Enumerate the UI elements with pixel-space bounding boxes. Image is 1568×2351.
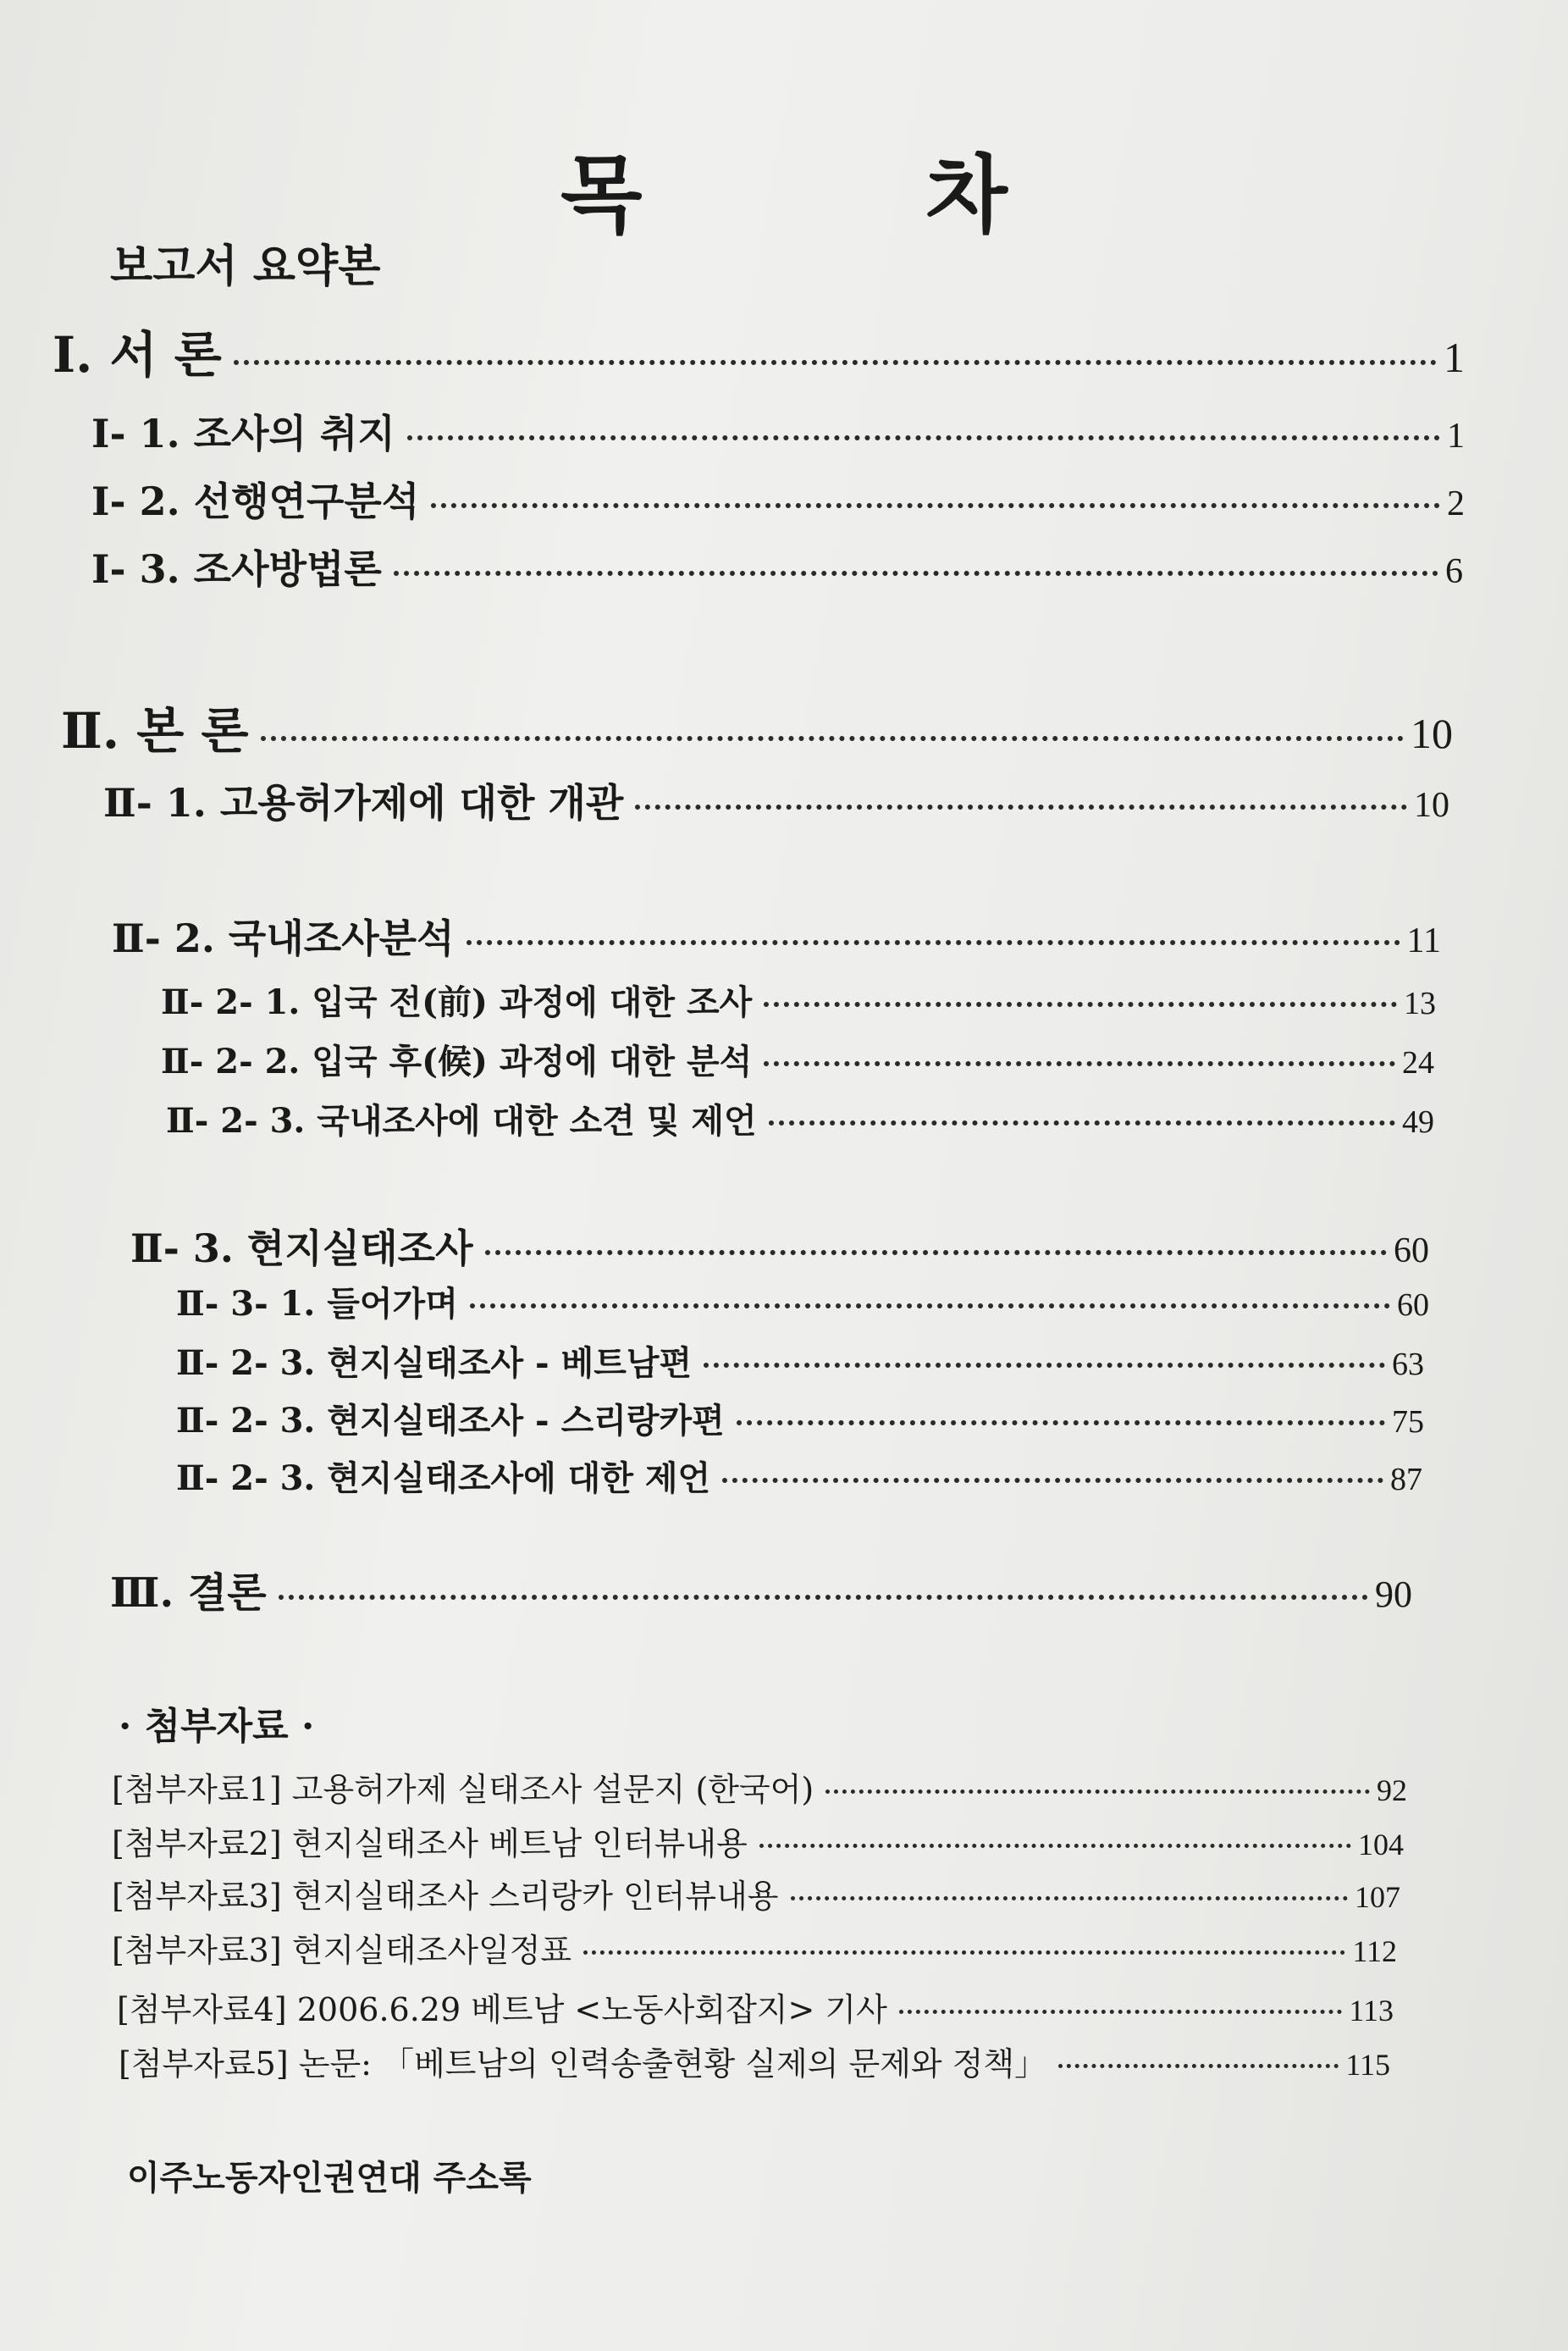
toc-entry-1-3[interactable] bbox=[91, 539, 1463, 595]
toc-entry-label: Ⅰ- 1. 조사의 취지 bbox=[91, 411, 395, 456]
attachment-entry-2[interactable] bbox=[112, 1817, 1404, 1864]
toc-entry-label: Ⅱ- 2- 3. 현지실태조사에 대한 제언 bbox=[176, 1458, 711, 1498]
toc-page-number: 11 bbox=[1406, 921, 1441, 960]
toc-page-number: 2 bbox=[1447, 484, 1465, 523]
toc-page-number: 49 bbox=[1402, 1104, 1434, 1140]
dot-leader bbox=[485, 1250, 1387, 1255]
attachment-page-number: 112 bbox=[1352, 1934, 1397, 1968]
toc-entry-label: Ⅰ- 3. 조사방법론 bbox=[91, 546, 382, 592]
toc-entry-label: Ⅱ- 2- 2. 입국 후(候) 과정에 대한 분석 bbox=[161, 1042, 753, 1081]
dot-leader bbox=[737, 1420, 1385, 1425]
dot-leader bbox=[431, 503, 1440, 508]
dot-leader bbox=[470, 1303, 1390, 1308]
toc-entry-label: Ⅱ. 본 론 bbox=[61, 702, 249, 760]
toc-page-number: 75 bbox=[1392, 1404, 1424, 1440]
dot-leader bbox=[769, 1120, 1395, 1126]
dot-leader bbox=[583, 1950, 1345, 1955]
dot-leader bbox=[394, 571, 1438, 576]
toc-page-number: 10 bbox=[1414, 786, 1449, 825]
toc-page-number: 10 bbox=[1411, 710, 1453, 757]
attachment-label: [첨부자료3] 현지실태조사 스리랑카 인터뷰내용 bbox=[112, 1878, 779, 1915]
dot-leader bbox=[261, 736, 1404, 741]
toc-entry-vietnam[interactable] bbox=[176, 1336, 1424, 1385]
toc-entry-2-2-2[interactable] bbox=[161, 1035, 1434, 1083]
attachment-page-number: 104 bbox=[1358, 1828, 1404, 1861]
dot-leader bbox=[825, 1790, 1370, 1794]
toc-entry-label: Ⅱ- 1. 고용허가제에 대한 개관 bbox=[103, 780, 624, 826]
toc-entry-field-proposal[interactable] bbox=[176, 1452, 1422, 1500]
toc-entry-label: Ⅱ- 2- 3. 현지실태조사 - 베트남편 bbox=[176, 1343, 693, 1383]
attachment-page-number: 115 bbox=[1345, 2048, 1390, 2082]
attachment-entry-6[interactable] bbox=[119, 2038, 1390, 2084]
dot-leader bbox=[899, 2010, 1342, 2014]
toc-entry-chapter-3[interactable] bbox=[110, 1560, 1412, 1618]
toc-page-number: 1 bbox=[1444, 334, 1465, 381]
attachment-page-number: 113 bbox=[1349, 1994, 1394, 2027]
toc-entry-label: Ⅲ. 결론 bbox=[110, 1569, 267, 1617]
dot-leader bbox=[722, 1478, 1383, 1483]
toc-entry-label: Ⅱ- 2- 3. 현지실태조사 - 스리랑카편 bbox=[176, 1401, 725, 1441]
toc-page-number: 60 bbox=[1394, 1231, 1429, 1270]
toc-entry-label: Ⅱ- 2. 국내조사분석 bbox=[112, 916, 455, 961]
toc-page-number: 60 bbox=[1397, 1287, 1429, 1323]
dot-leader bbox=[764, 1061, 1395, 1066]
attachment-entry-4[interactable] bbox=[112, 1924, 1397, 1971]
attachment-page-number: 107 bbox=[1355, 1880, 1400, 1914]
attachment-label: [첨부자료5] 논문: 「베트남의 인력송출현황 실제의 문제와 정책」 bbox=[119, 2045, 1047, 2083]
toc-entry-chapter-1[interactable] bbox=[52, 315, 1465, 386]
toc-entry-1-1[interactable] bbox=[91, 403, 1465, 459]
attachment-label: [첨부자료2] 현지실태조사 베트남 인터뷰내용 bbox=[112, 1825, 748, 1862]
toc-entry-2-3-1[interactable] bbox=[176, 1277, 1429, 1325]
attachment-entry-5[interactable] bbox=[117, 1983, 1394, 2030]
attachment-entry-3[interactable] bbox=[112, 1870, 1400, 1917]
dot-leader bbox=[279, 1595, 1368, 1600]
toc-entry-label: Ⅱ- 3. 현지실태조사 bbox=[130, 1225, 473, 1271]
toc-entry-label: Ⅱ- 2- 1. 입국 전(前) 과정에 대한 조사 bbox=[161, 982, 753, 1022]
toc-entry-label: Ⅰ- 2. 선행연구분석 bbox=[91, 478, 420, 524]
toc-entry-chapter-2[interactable] bbox=[61, 691, 1453, 762]
dot-leader bbox=[759, 1844, 1351, 1848]
attachment-page-number: 92 bbox=[1377, 1773, 1407, 1807]
dot-leader bbox=[791, 1896, 1348, 1900]
toc-entry-2-2-3[interactable] bbox=[166, 1094, 1434, 1142]
toc-entry-2-1[interactable] bbox=[103, 772, 1449, 828]
toc-page-number: 13 bbox=[1404, 986, 1436, 1021]
dot-leader bbox=[467, 940, 1400, 945]
dot-leader bbox=[764, 1002, 1397, 1007]
dot-leader bbox=[1058, 2064, 1339, 2068]
attachments-heading: · 첨부자료 · bbox=[119, 1705, 315, 1748]
dot-leader bbox=[635, 805, 1407, 810]
toc-entry-1-2[interactable] bbox=[91, 471, 1465, 527]
attachment-label: [첨부자료4] 2006.6.29 베트남 <노동사회잡지> 기사 bbox=[117, 1991, 887, 2028]
page-title: 목 차 bbox=[560, 145, 1135, 245]
dot-leader bbox=[234, 360, 1437, 365]
toc-entry-label: Ⅱ- 3- 1. 들어가며 bbox=[176, 1284, 458, 1324]
dot-leader bbox=[407, 435, 1440, 440]
summary-heading: 보고서 요약본 bbox=[110, 241, 381, 292]
toc-entry-label: Ⅱ- 2- 3. 국내조사에 대한 소견 및 제언 bbox=[166, 1101, 757, 1141]
attachment-label: [첨부자료1] 고용허가제 실태조사 설문지 (한국어) bbox=[112, 1771, 814, 1808]
attachment-label: [첨부자료3] 현지실태조사일정표 bbox=[112, 1932, 572, 1969]
toc-page-number: 1 bbox=[1447, 417, 1465, 456]
toc-page-number: 24 bbox=[1402, 1045, 1434, 1081]
toc-entry-2-2[interactable] bbox=[112, 908, 1441, 964]
address-list-entry: 이주노동자인권연대 주소록 bbox=[127, 2158, 532, 2198]
toc-page-number: 63 bbox=[1392, 1347, 1424, 1382]
dot-leader bbox=[704, 1363, 1385, 1368]
toc-page-number: 90 bbox=[1375, 1574, 1412, 1615]
toc-entry-srilanka[interactable] bbox=[176, 1394, 1424, 1442]
toc-entry-label: Ⅰ. 서 론 bbox=[52, 326, 222, 384]
toc-page-number: 87 bbox=[1390, 1462, 1422, 1497]
toc-entry-2-2-1[interactable] bbox=[161, 976, 1436, 1024]
toc-page-number: 6 bbox=[1445, 552, 1463, 591]
toc-entry-2-3[interactable] bbox=[130, 1218, 1429, 1274]
attachment-entry-1[interactable] bbox=[112, 1763, 1407, 1810]
